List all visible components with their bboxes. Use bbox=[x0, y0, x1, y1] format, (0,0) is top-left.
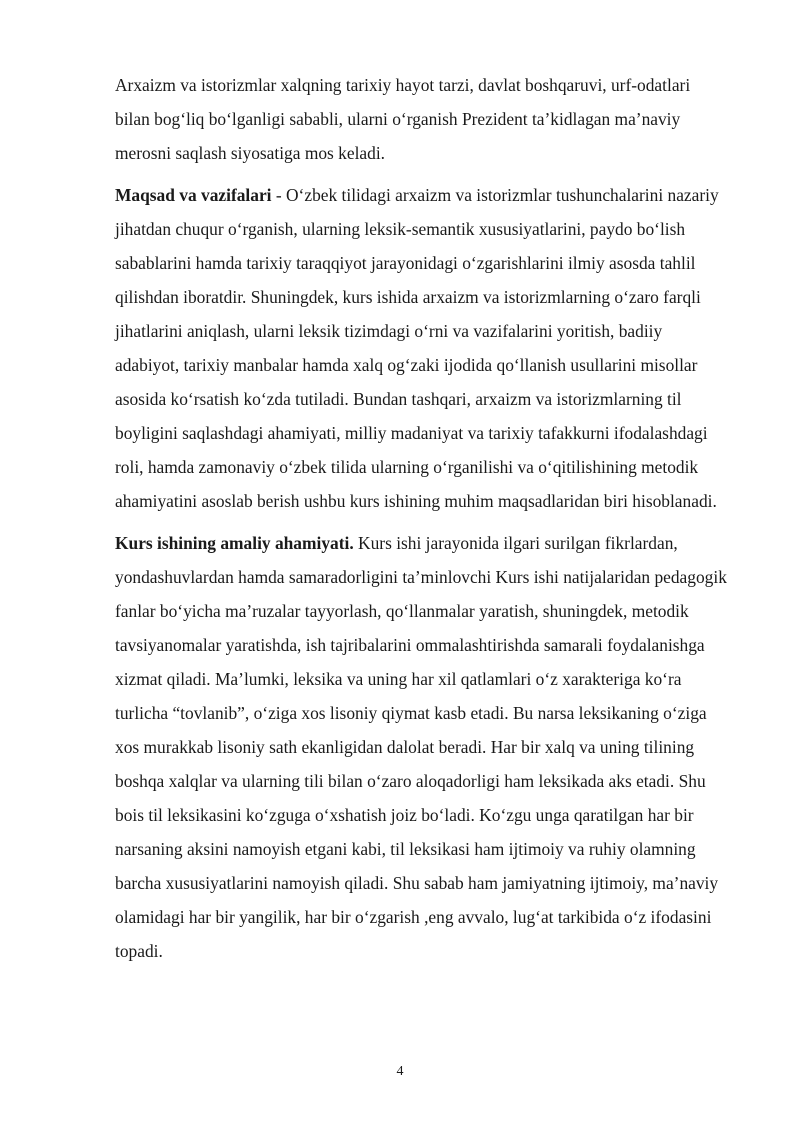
paragraph-practical-significance bbox=[115, 526, 727, 968]
paragraph-goals bbox=[115, 178, 727, 518]
paragraph-goals-text: - O‘zbek tilidagi arxaizm va istorizmlar tushunchalarini nazariy jihatdan chuqur o‘rganish, ularning leksik-semantik xususiyatlarini, paydo bo‘lish sabablarini hamda tarixiy taraqqiyot jarayonidagi o‘zgarishlarini ilmiy asosda tahlil qilishdan iboratdir. Shuningdek, kurs ishida arxaizm va istorizmlarning o‘zaro farqli jihatlarini aniqlash, ularni leksik tizimdagi o‘rni va vazifalarini yoritish, badiiy adabiyot, tarixiy manbalar hamda xalq og‘zaki ijodida qo‘llanish usullarini misollar asosida ko‘rsatish ko‘zda tutiladi. Bundan tashqari, arxaizm va istorizmlarning til boyligini saqlashdagi ahamiyati, milliy madaniyat va tarixiy tafakkurni ifodalashdagi roli, hamda zamonaviy o‘zbek tilida ularning o‘rganilishi va o‘qitilishining metodik ahamiyatini asoslab berish ushbu kurs ishining muhim maqsadlaridan biri hisoblanadi. bbox=[115, 185, 719, 511]
paragraph-intro bbox=[115, 68, 727, 170]
practical-significance-heading: Kurs ishining amaliy ahamiyati. bbox=[115, 533, 354, 553]
paragraph-intro-text: Arxaizm va istorizmlar xalqning tarixiy hayot tarzi, davlat boshqaruvi, urf-odatlari bilan bog‘liq bo‘lganligi sababli, ularni o‘rganish Prezident ta’kidlagan ma’naviy merosni saqlash siyosatiga mos keladi. bbox=[115, 75, 691, 163]
document-page bbox=[115, 68, 727, 968]
page-number: 4 bbox=[396, 1064, 404, 1079]
paragraph-practical-significance-text: Kurs ishi jarayonida ilgari surilgan fikrlardan, yondashuvlardan hamda samaradorligini ta’minlovchi Kurs ishi natijalaridan pedagogik fanlar bo‘yicha ma’ruzalar tayyorlash, qo‘llanmalar yaratish, shuningdek, metodik tavsiyanomalar yaratishda, ish tajribalarini ommalashtirishda samarali foydalanishga xizmat qiladi. Ma’lumki, leksika va uning har xil qatlamlari o‘z xarakteriga ko‘ra turlicha “tovlanib”, o‘ziga xos lisoniy qiymat kasb etadi. Bu narsa leksikaning o‘ziga xos murakkab lisoniy sath ekanligidan dalolat beradi. Har bir xalq va uning tilining boshqa xalqlar va ularning tili bilan o‘zaro aloqadorligi ham leksikada aks etadi. Shu bois til leksikasini ko‘zguga o‘xshatish joiz bo‘ladi. Ko‘zgu unga qaratilgan har bir narsaning aksini namoyish etgani kabi, til leksikasi ham ijtimoiy va ruhiy olamning barcha xususiyatlarini namoyish qiladi. Shu sabab ham jamiyatning ijtimoiy, ma’naviy olamidagi har bir yangilik, har bir o‘zgarish ,eng avvalo, lug‘at tarkibida o‘z ifodasini topadi. bbox=[115, 533, 727, 961]
goals-heading: Maqsad va vazifalari bbox=[115, 185, 272, 205]
